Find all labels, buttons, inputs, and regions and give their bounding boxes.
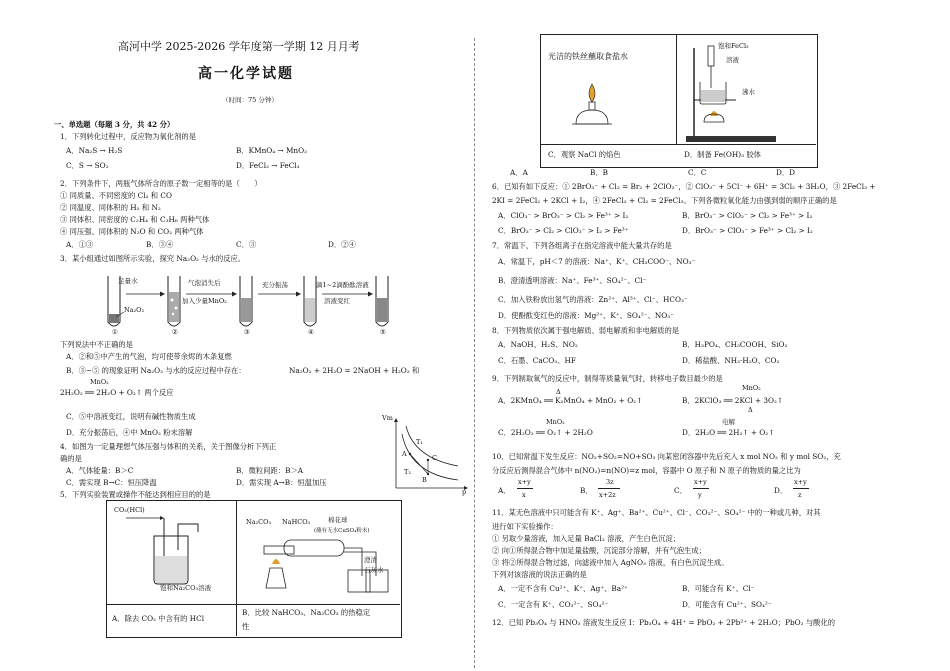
- exam-time: （时间：75 分钟）: [222, 96, 278, 104]
- q7-stem: 7．常温下，下列各组离子在指定溶液中能大量共存的是: [492, 241, 672, 250]
- q10-option-d-denominator: z: [798, 491, 802, 499]
- q3-lead: 下列说法中不正确的是: [60, 340, 133, 349]
- q5-answer-b: B．B: [590, 168, 609, 177]
- q9-option-c-catalyst: MnO₂: [546, 418, 565, 426]
- q11-line-1: 11．某无色溶液中只可能含有 K⁺、Ag⁺、Ba²⁺、Cu²⁺、Cl⁻、CO₃²⁻、SO₄²⁻ 中的一种或几种，对其: [492, 508, 821, 517]
- q11-option-c: C．一定含有 K⁺、CO₃²⁻、SO₄²⁻: [498, 600, 609, 609]
- column-divider: [474, 38, 475, 668]
- q4-pv-graph: [388, 418, 468, 496]
- q4-option-d: D．需实现 A→B：恒温加压: [236, 478, 327, 487]
- q5-cell-d-divider: [677, 144, 816, 145]
- q7-option-c: C．加入铁粉放出氢气的溶液：Zn²⁺、Al³⁺、Cl⁻、HCO₃⁻: [498, 295, 688, 304]
- test-tube-2: [168, 276, 180, 326]
- q2-stem: 2．下列条件下，两瓶气体所含的原子数一定相等的是（ ）: [60, 179, 262, 188]
- q9-stem: 9．下列制取氧气的反应中，制得等质量氧气时，转移电子数目最少的是: [492, 374, 723, 383]
- q5-label-nahco3: NaHCO₃: [282, 518, 311, 526]
- q5-label-na2co3: Na₂CO₃: [246, 518, 272, 526]
- q10-option-b-bar: [598, 488, 620, 489]
- q6-line-2: 2KI = 2FeCl₂ + 2KCl + I₂，④ 2FeCl₂ + Cl₂ = 2FeCl₃。下列各微粒氧化能力由强到弱的顺序正确的是: [492, 196, 837, 205]
- q6-line-1: 6．已知有如下反应：① 2BrO₃⁻ + Cl₂ = Br₂ + 2ClO₃⁻，② ClO₃⁻ + 5Cl⁻ + 6H⁺ = 3Cl₂ + 3H₂O，③ 2FeCl₃ +: [492, 182, 876, 191]
- q3-option-b-eq1: Na₂O₂ + 2H₂O = 2NaOH + H₂O₂ 和: [289, 366, 420, 375]
- q5-label-fecl3-1: 饱和FeCl₃: [718, 42, 749, 50]
- q3-option-b-catalyst: MnO₂: [90, 378, 109, 386]
- q10-option-a-bar: [517, 488, 533, 489]
- q2-line-2: ② 同温度、同体积的 H₂ 和 N₂: [60, 203, 161, 212]
- q8-stem: 8．下列物质依次属于强电解质、弱电解质和非电解质的是: [492, 326, 680, 335]
- q5-label-co2: CO₂(HCl): [114, 506, 145, 514]
- q3-option-d: D．充分振荡后，④中 MnO₂ 粉末溶解: [66, 428, 193, 437]
- q9-option-a: A．2KMnO₄ ══ K₂MnO₄ + MnO₂ + O₂↑: [498, 396, 643, 405]
- q4-stem-2: 确的是: [60, 454, 82, 463]
- q5-cell-b-divider: [237, 604, 400, 605]
- q5-option-b-1: B．比较 NaHCO₃、Na₂CO₃ 的热稳定: [242, 608, 371, 617]
- q11-option-b: B．可能含有 K⁺、Cl⁻: [682, 584, 755, 593]
- q5-option-d: D．制备 Fe(OH)₃ 胶体: [684, 150, 761, 159]
- q4-graph-t1: T₁: [416, 438, 423, 446]
- q5-label-boiling-water: 沸水: [742, 88, 755, 96]
- q4-stem-1: 4．如图为一定量理想气体压强与体积的关系，关于图像分析下列正: [60, 442, 277, 451]
- q11-line-2: 进行如下实验操作：: [492, 522, 558, 531]
- q10-option-d-bar: [793, 488, 809, 489]
- q8-option-d: D．稀盐酸、NH₃·H₂O、CO₂: [682, 356, 780, 365]
- q3-label-red: 溶液变红: [324, 297, 350, 305]
- q2-option-d: D．②④: [328, 240, 356, 249]
- school-line: 高河中学 2025-2026 学年度第一学期 12 月月考: [118, 40, 360, 53]
- q9-option-b: B．2KClO₃ ══ 2KCl + 3O₂↑: [682, 396, 784, 405]
- q2-line-1: ① 同质量、不同密度的 Cl₂ 和 CO: [60, 191, 172, 200]
- q5-option-c: C．观察 NaCl 的焰色: [548, 150, 621, 159]
- q6-option-d: D．BrO₃⁻ > ClO₃⁻ > Fe³⁺ > Cl₂ > I₂: [682, 226, 813, 235]
- q2-option-a: A．①③: [66, 240, 94, 249]
- q3-option-a: A．②和⑤中产生的气泡，均可使带余烬的木条复燃: [66, 352, 232, 361]
- q7-option-d: D．使酚酞变红色的溶液：Mg²⁺、K⁺、SO₄²⁻、NO₃⁻: [498, 311, 675, 320]
- q4-graph-t2: T₂: [404, 468, 411, 476]
- q9-option-b-catalyst: MnO₂: [742, 384, 761, 392]
- q3-option-b-eq2: 2H₂O₂ ══ 2H₂O + O₂↑ 两个反应: [60, 388, 174, 397]
- q10-option-c-bar: [693, 488, 709, 489]
- q1-option-c: C．S → SO₂: [66, 161, 109, 170]
- q8-option-b: B．H₃PO₄、CH₃COOH、SiO₂: [682, 340, 788, 349]
- q5-label-fecl3-2: 溶液: [726, 56, 739, 64]
- q4-graph-y-label: Vm: [382, 414, 393, 422]
- q5-label-cotton: 棉花球: [328, 516, 348, 524]
- q9-option-d: D．2H₂O ══ 2H₂↑ + O₂↑: [682, 428, 775, 437]
- q3-label-bubble: 气泡消失后: [188, 279, 221, 287]
- test-tube-3: [240, 276, 252, 326]
- q9-option-c: C．2H₂O₂ ══ O₂↑ + 2H₂O: [498, 428, 593, 437]
- q2-line-4: ④ 同压强、同体积的 N₂O 和 CO₂ 两种气体: [60, 227, 204, 236]
- q5-answer-a: A．A: [510, 168, 528, 177]
- q11-option-a: A．一定不含有 Cu²⁺、K⁺、Ag⁺、Ba²⁺: [498, 584, 628, 593]
- q1-option-d: D．FeCl₂ → FeCl₃: [236, 161, 300, 170]
- q5-label-limewater-1: 澄清: [364, 556, 377, 564]
- q5-option-b-2: 性: [242, 622, 250, 631]
- q4-option-b: B．微粒间距：B＞A: [236, 466, 304, 475]
- q8-option-a: A．NaOH、H₂S、NO₂: [498, 340, 578, 349]
- q5-label-saturated: 饱和Na₂CO₃溶液: [160, 584, 212, 592]
- q11-step-1: ① 另取少量溶液，加入足量 BaCl₂ 溶液，产生白色沉淀；: [492, 534, 681, 543]
- q3-label-phenol: 滴1~2滴酚酞溶液: [316, 281, 369, 289]
- q8-option-c: C．石墨、CaCO₃、HF: [498, 356, 576, 365]
- q10-option-d-numerator: x+y: [794, 478, 807, 486]
- q1-option-b: B．KMnO₄ → MnO₂: [236, 146, 308, 155]
- q1-stem: 1．下列转化过程中，反应物为氧化剂的是: [60, 132, 196, 141]
- q9-option-a-condition: Δ: [556, 388, 561, 396]
- q3-tube-num-4: ④: [308, 328, 314, 336]
- q11-step-3: ③ 将②所得混合物过滤，向滤液中加入 AgNO₃ 溶液，有白色沉淀生成。: [492, 558, 729, 567]
- q5-answer-c: C．C: [688, 168, 707, 177]
- q2-option-b: B．③④: [146, 240, 174, 249]
- q3-tube-num-3: ③: [244, 328, 250, 336]
- q6-option-a: A．ClO₃⁻ > BrO₃⁻ > Cl₂ > Fe³⁺ > I₂: [498, 211, 629, 220]
- q11-lead: 下列对该溶液的说法正确的是: [492, 570, 587, 579]
- q3-tube-num-1: ①: [112, 328, 118, 336]
- q10-option-c-denominator: y: [698, 491, 702, 499]
- q9-option-b-heat: Δ: [748, 406, 753, 414]
- q5-label-limewater-2: 石灰水: [364, 566, 384, 574]
- q10-line-1: 10．已知常温下发生反应：NO₂+SO₂=NO+SO₃ 向某密闭容器中先后充入 x mol NO₂ 和 y mol SO₂，充: [492, 452, 841, 461]
- q3-option-c: C．⑤中溶液变红，说明有碱性物质生成: [66, 412, 196, 421]
- q4-option-c: C．需实现 B→C：恒压降温: [66, 478, 157, 487]
- q3-tube-num-5: ⑤: [380, 328, 386, 336]
- q4-option-a: A．气体能量：B＞C: [66, 466, 134, 475]
- q2-option-c: C．③: [236, 240, 257, 249]
- q5-label-fe-wire: 光洁的铁丝蘸取食盐水: [548, 52, 628, 61]
- page-title: 高一化学试题: [198, 66, 294, 82]
- q10-option-b-denominator: x+2z: [599, 491, 616, 499]
- section-heading: 一、单选题（每题 3 分，共 42 分）: [54, 120, 175, 129]
- q10-option-c-label: C．: [674, 486, 687, 495]
- q4-graph-point-a: A: [402, 450, 407, 458]
- q10-option-d-label: D．: [774, 486, 788, 495]
- q6-option-b: B．BrO₃⁻ > ClO₃⁻ > Cl₂ > Fe³⁺ > I₂: [682, 211, 813, 220]
- q10-option-a-numerator: x+y: [518, 478, 531, 486]
- q3-label-na2o2: Na₂O₂: [124, 306, 145, 314]
- q9-option-d-condition: 电解: [722, 418, 735, 426]
- q11-option-d: D．可能含有 Cu²⁺、SO₄²⁻: [682, 600, 772, 609]
- q5-stem: 5．下列实验装置或操作不能达到相应目的的是: [60, 490, 211, 499]
- q6-option-c: C．BrO₃⁻ > Cl₂ > ClO₃⁻ > I₂ > Fe³⁺: [498, 226, 629, 235]
- q5-answer-d: D．D: [776, 168, 795, 177]
- q5-label-cotton-note: (蘸有无水CuSO₄粉末): [314, 528, 370, 534]
- q12-line-1: 12．已知 Pb₃O₄ 与 HNO₃ 溶液发生反应 Ⅰ：Pb₃O₄ + 4H⁺ = PbO₂ + 2Pb²⁺ + 2H₂O；PbO₂ 与酸化的: [492, 618, 836, 627]
- q5-flame-test-lamp: [562, 66, 622, 136]
- q10-option-c-numerator: x+y: [694, 478, 707, 486]
- q5-option-a: A．除去 CO₂ 中含有的 HCl: [112, 614, 205, 623]
- q3-option-b: B．③~⑤ 的现象证明 Na₂O₂ 与水的反应过程中存在：: [66, 366, 246, 375]
- q11-step-2: ② 向①所得混合物中加足量盐酸，沉淀部分溶解，并有气泡生成；: [492, 546, 706, 555]
- test-tube-5: [376, 276, 388, 326]
- test-tube-4: [304, 276, 316, 326]
- q4-graph-x-label: p: [462, 488, 467, 496]
- q10-option-a-denominator: x: [522, 491, 526, 499]
- q3-label-mno2: 加入少量MnO₂: [182, 297, 227, 305]
- q3-stem: 3．某小组通过如图所示实验，探究 Na₂O₂ 与水的反应。: [60, 254, 246, 263]
- q4-graph-point-b: B: [422, 476, 427, 484]
- q1-option-a: A．Na₂S → H₂S: [66, 146, 123, 155]
- q3-label-water: 足量水: [118, 277, 138, 285]
- q10-option-b-label: B．: [580, 486, 593, 495]
- q10-option-a-label: A．: [498, 486, 511, 495]
- q10-line-2: 分反应后测得混合气体中 n(NO₂)=n(NO)=z mol，容器中 O 原子和 N 原子的物质的量之比为: [492, 466, 801, 475]
- q3-tube-num-2: ②: [172, 328, 178, 336]
- q5-gas-washing-bottle: [120, 510, 220, 590]
- q7-option-a: A．常温下，pH＜7 的溶液：Na⁺、K⁺、CH₃COO⁻、NO₃⁻: [498, 257, 696, 266]
- q10-option-b-numerator: 3z: [606, 478, 614, 486]
- q3-label-shake: 充分振荡: [262, 281, 288, 289]
- q7-option-b: B．澄清透明溶液：Na⁺、Fe³⁺、SO₄²⁻、Cl⁻: [498, 276, 647, 285]
- q4-graph-point-c: C: [432, 454, 437, 462]
- q2-line-3: ③ 同体积、同密度的 C₂H₄ 和 C₃H₆ 两种气体: [60, 215, 210, 224]
